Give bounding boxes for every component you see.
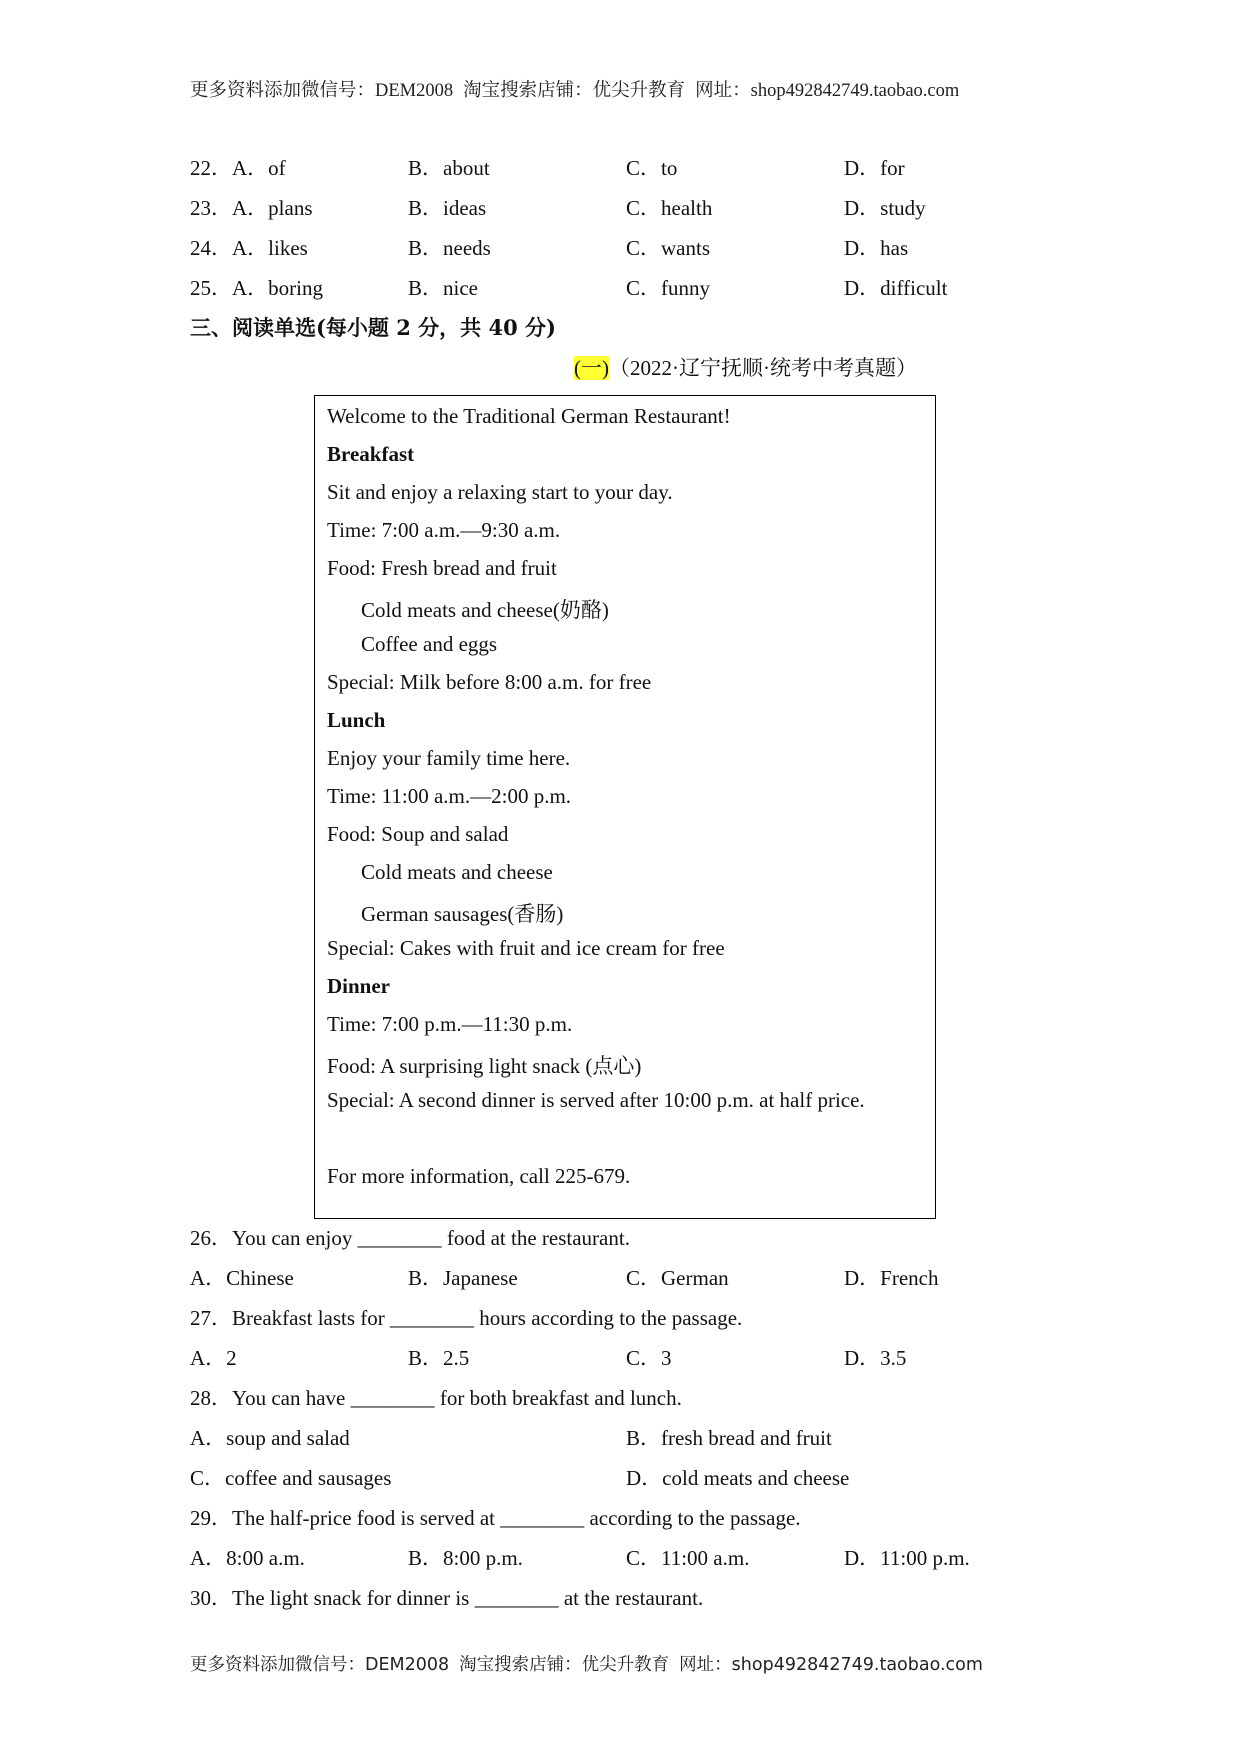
source-text: （2022·辽宁抚顺·统考中考真题）	[609, 356, 917, 380]
option-22-c: C．to	[626, 156, 678, 180]
option-23-b: B．ideas	[408, 196, 487, 220]
option-text: A．likes	[232, 236, 308, 260]
option-25-a	[190, 272, 323, 302]
option-25-c: C．funny	[626, 276, 710, 300]
menu-breakfast-food-3: Coffee and eggs	[361, 632, 498, 656]
passage-source	[574, 352, 917, 382]
option-text: A．boring	[232, 276, 323, 300]
question-number: 22．	[190, 156, 232, 180]
option-25-b: B．nice	[408, 276, 478, 300]
question-28-options-row-1	[190, 1422, 1070, 1452]
option-26-d: D．French	[844, 1266, 939, 1290]
question-26: 26．You can enjoy ________ food at the restaurant.	[190, 1226, 630, 1250]
option-24-b: B．needs	[408, 236, 491, 260]
option-26-b: B．Japanese	[408, 1266, 518, 1290]
option-25-d: D．difficult	[844, 276, 948, 300]
menu-lunch-food-1: Food: Soup and salad	[327, 822, 509, 846]
menu-contact: For more information, call 225-679.	[327, 1164, 631, 1188]
cloze-option-row-23	[190, 192, 1070, 222]
menu-dinner-food: Food: A surprising light snack (点心)	[327, 1054, 642, 1078]
option-28-a: A．soup and salad	[190, 1426, 350, 1450]
menu-dinner-heading: Dinner	[327, 974, 390, 998]
menu-lunch-heading: Lunch	[327, 708, 386, 732]
option-26-c: C．German	[626, 1266, 729, 1290]
option-27-d: D．3.5	[844, 1346, 907, 1370]
menu-lunch-intro: Enjoy your family time here.	[327, 746, 571, 770]
menu-welcome: Welcome to the Traditional German Restaurant!	[327, 404, 731, 428]
option-text: A．plans	[232, 196, 313, 220]
question-27-options	[190, 1342, 1070, 1372]
question-number: 25．	[190, 276, 232, 300]
option-27-c: C．3	[626, 1346, 672, 1370]
option-29-b: B．8:00 p.m.	[408, 1546, 523, 1570]
option-29-a: A．8:00 a.m.	[190, 1546, 305, 1570]
menu-dinner-time: Time: 7:00 p.m.—11:30 p.m.	[327, 1012, 573, 1036]
menu-breakfast-intro: Sit and enjoy a relaxing start to your day.	[327, 480, 673, 504]
question-27: 27．Breakfast lasts for ________ hours according to the passage.	[190, 1306, 743, 1330]
option-29-c: C．11:00 a.m.	[626, 1546, 750, 1570]
option-text: A．of	[232, 156, 286, 180]
menu-breakfast-food-2: Cold meats and cheese(奶酪)	[361, 598, 609, 622]
option-22-d: D．for	[844, 156, 905, 180]
menu-dinner-special: Special: A second dinner is served after 10:00 p.m. at half price.	[327, 1088, 865, 1112]
option-28-b: B．fresh bread and fruit	[626, 1426, 832, 1450]
page-footer	[190, 1651, 983, 1676]
option-23-a	[190, 192, 313, 222]
menu-breakfast-food-1: Food: Fresh bread and fruit	[327, 556, 557, 580]
page-header	[190, 76, 959, 102]
option-23-c: C．health	[626, 196, 713, 220]
restaurant-menu-box	[314, 395, 936, 1219]
menu-lunch-food-3: German sausages(香肠)	[361, 902, 564, 926]
menu-breakfast-special: Special: Milk before 8:00 a.m. for free	[327, 670, 652, 694]
option-22-a	[190, 152, 286, 182]
cloze-option-row-22	[190, 152, 1070, 182]
question-30: 30．The light snack for dinner is ________ at the restaurant.	[190, 1586, 704, 1610]
option-23-d: D．study	[844, 196, 926, 220]
option-28-c: C．coffee and sausages	[190, 1466, 392, 1490]
question-28-options-row-2	[190, 1462, 1070, 1492]
question-26-options	[190, 1262, 1070, 1292]
question-number: 23．	[190, 196, 232, 220]
header-website: 网址：shop492842749.taobao.com	[695, 81, 960, 101]
question-29: 29．The half-price food is served at ________ according to the passage.	[190, 1506, 801, 1530]
option-24-c: C．wants	[626, 236, 710, 260]
option-29-d: D．11:00 p.m.	[844, 1546, 970, 1570]
section-title: 三、阅读单选(每小题 2 分，共 40 分)	[190, 315, 556, 340]
option-28-d: D．cold meats and cheese	[626, 1466, 850, 1490]
menu-lunch-food-2: Cold meats and cheese	[361, 860, 553, 884]
question-28: 28．You can have ________ for both breakfast and lunch.	[190, 1386, 682, 1410]
question-number: 24．	[190, 236, 232, 260]
cloze-option-row-25	[190, 272, 1070, 302]
menu-breakfast-heading: Breakfast	[327, 442, 415, 466]
menu-lunch-time: Time: 11:00 a.m.—2:00 p.m.	[327, 784, 572, 808]
option-26-a: A．Chinese	[190, 1266, 294, 1290]
cloze-option-row-24	[190, 232, 1070, 262]
menu-lunch-special: Special: Cakes with fruit and ice cream for free	[327, 936, 725, 960]
question-29-options	[190, 1542, 1070, 1572]
header-wechat: 更多资料添加微信号：DEM2008	[190, 81, 454, 101]
option-24-a	[190, 232, 308, 262]
option-27-a: A．2	[190, 1346, 237, 1370]
option-27-b: B．2.5	[408, 1346, 470, 1370]
footer-taobao: 淘宝搜索店铺：优尖升教育	[459, 1655, 670, 1675]
footer-website: 网址：shop492842749.taobao.com	[679, 1655, 983, 1675]
option-22-b: B．about	[408, 156, 490, 180]
menu-breakfast-time: Time: 7:00 a.m.—9:30 a.m.	[327, 518, 561, 542]
footer-wechat: 更多资料添加微信号：DEM2008	[190, 1655, 450, 1675]
part-marker: (一)	[574, 356, 609, 380]
option-24-d: D．has	[844, 236, 909, 260]
header-taobao: 淘宝搜索店铺：优尖升教育	[463, 81, 686, 101]
